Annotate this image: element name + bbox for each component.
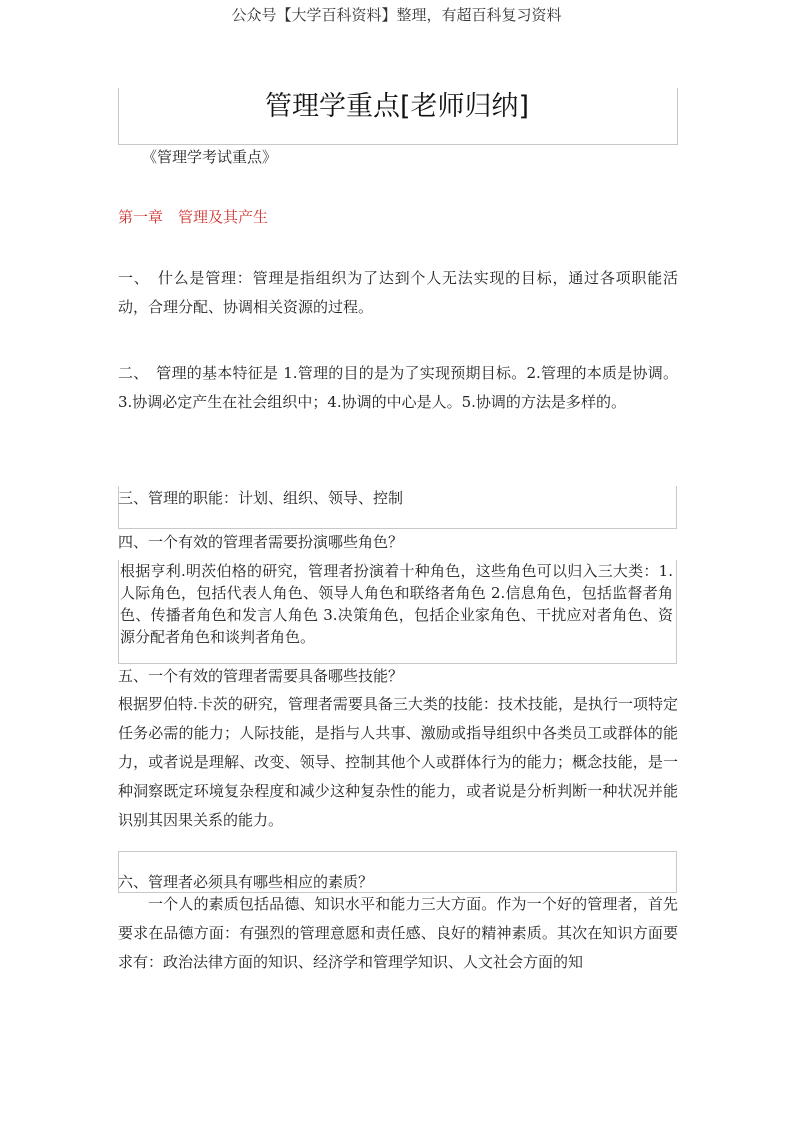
subtitle: 《管理学考试重点》 [142, 148, 278, 166]
section-5-body: 根据罗伯特.卡茨的研究，管理者需要具备三大类的技能：技术技能，是执行一项特定任务必需的能力；人际技能，是指与人共事、激励或指导组织中各类员工或群体的能力，或者说是理解、改变、领导、控制其他个人或群体行为的能力；概念技能，是一种洞察既定环境复杂程度和减少这种复杂性的能力，或者说是分析判断一种状况并能识别其因果关系的能力。 [118, 695, 678, 829]
section-1: 一、 什么是管理：管理是指组织为了达到个人无法实现的目标，通过各项职能活动，合理分配、协调相关资源的过程。 [118, 269, 678, 316]
page-header: 公众号【大学百科资料】整理，有超百科复习资料 [231, 6, 562, 24]
page-title: 管理学重点[老师归纳] [264, 91, 530, 122]
section-3: 三、管理的职能：计划、组织、领导、控制 [118, 489, 404, 507]
section-4-body: 根据亨利.明茨伯格的研究，管理者扮演着十种角色，这些角色可以归入三大类：1.人际角色，包括代表人角色、领导人角色和联络者角色 2.信息角色，包括监督者角色、传播者角色和发言人角色 3.决策角色，包括企业家角色、干扰应对者角色、资源分配者角色和谈判者角色。 [120, 562, 673, 646]
section-4-title: 四、一个有效的管理者需要扮演哪些角色？ [118, 533, 404, 551]
section-6-title: 六、管理者必须具有哪些相应的素质？ [118, 873, 374, 891]
section-2: 二、 管理的基本特征是 1.管理的目的是为了实现预期目标。2.管理的本质是协调。3.协调必定产生在社会组织中；4.协调的中心是人。5.协调的方法是多样的。 [118, 364, 678, 411]
section-6-body: 一个人的素质包括品德、知识水平和能力三大方面。作为一个好的管理者，首先要求在品德方面：有强烈的管理意愿和责任感、良好的精神素质。其次在知识方面要求有：政治法律方面的知识、经济学和管理学知识、人文社会方面的知 [118, 895, 678, 971]
section-5-title: 五、一个有效的管理者需要具备哪些技能？ [118, 667, 404, 685]
chapter-heading: 第一章 管理及其产生 [118, 208, 269, 226]
